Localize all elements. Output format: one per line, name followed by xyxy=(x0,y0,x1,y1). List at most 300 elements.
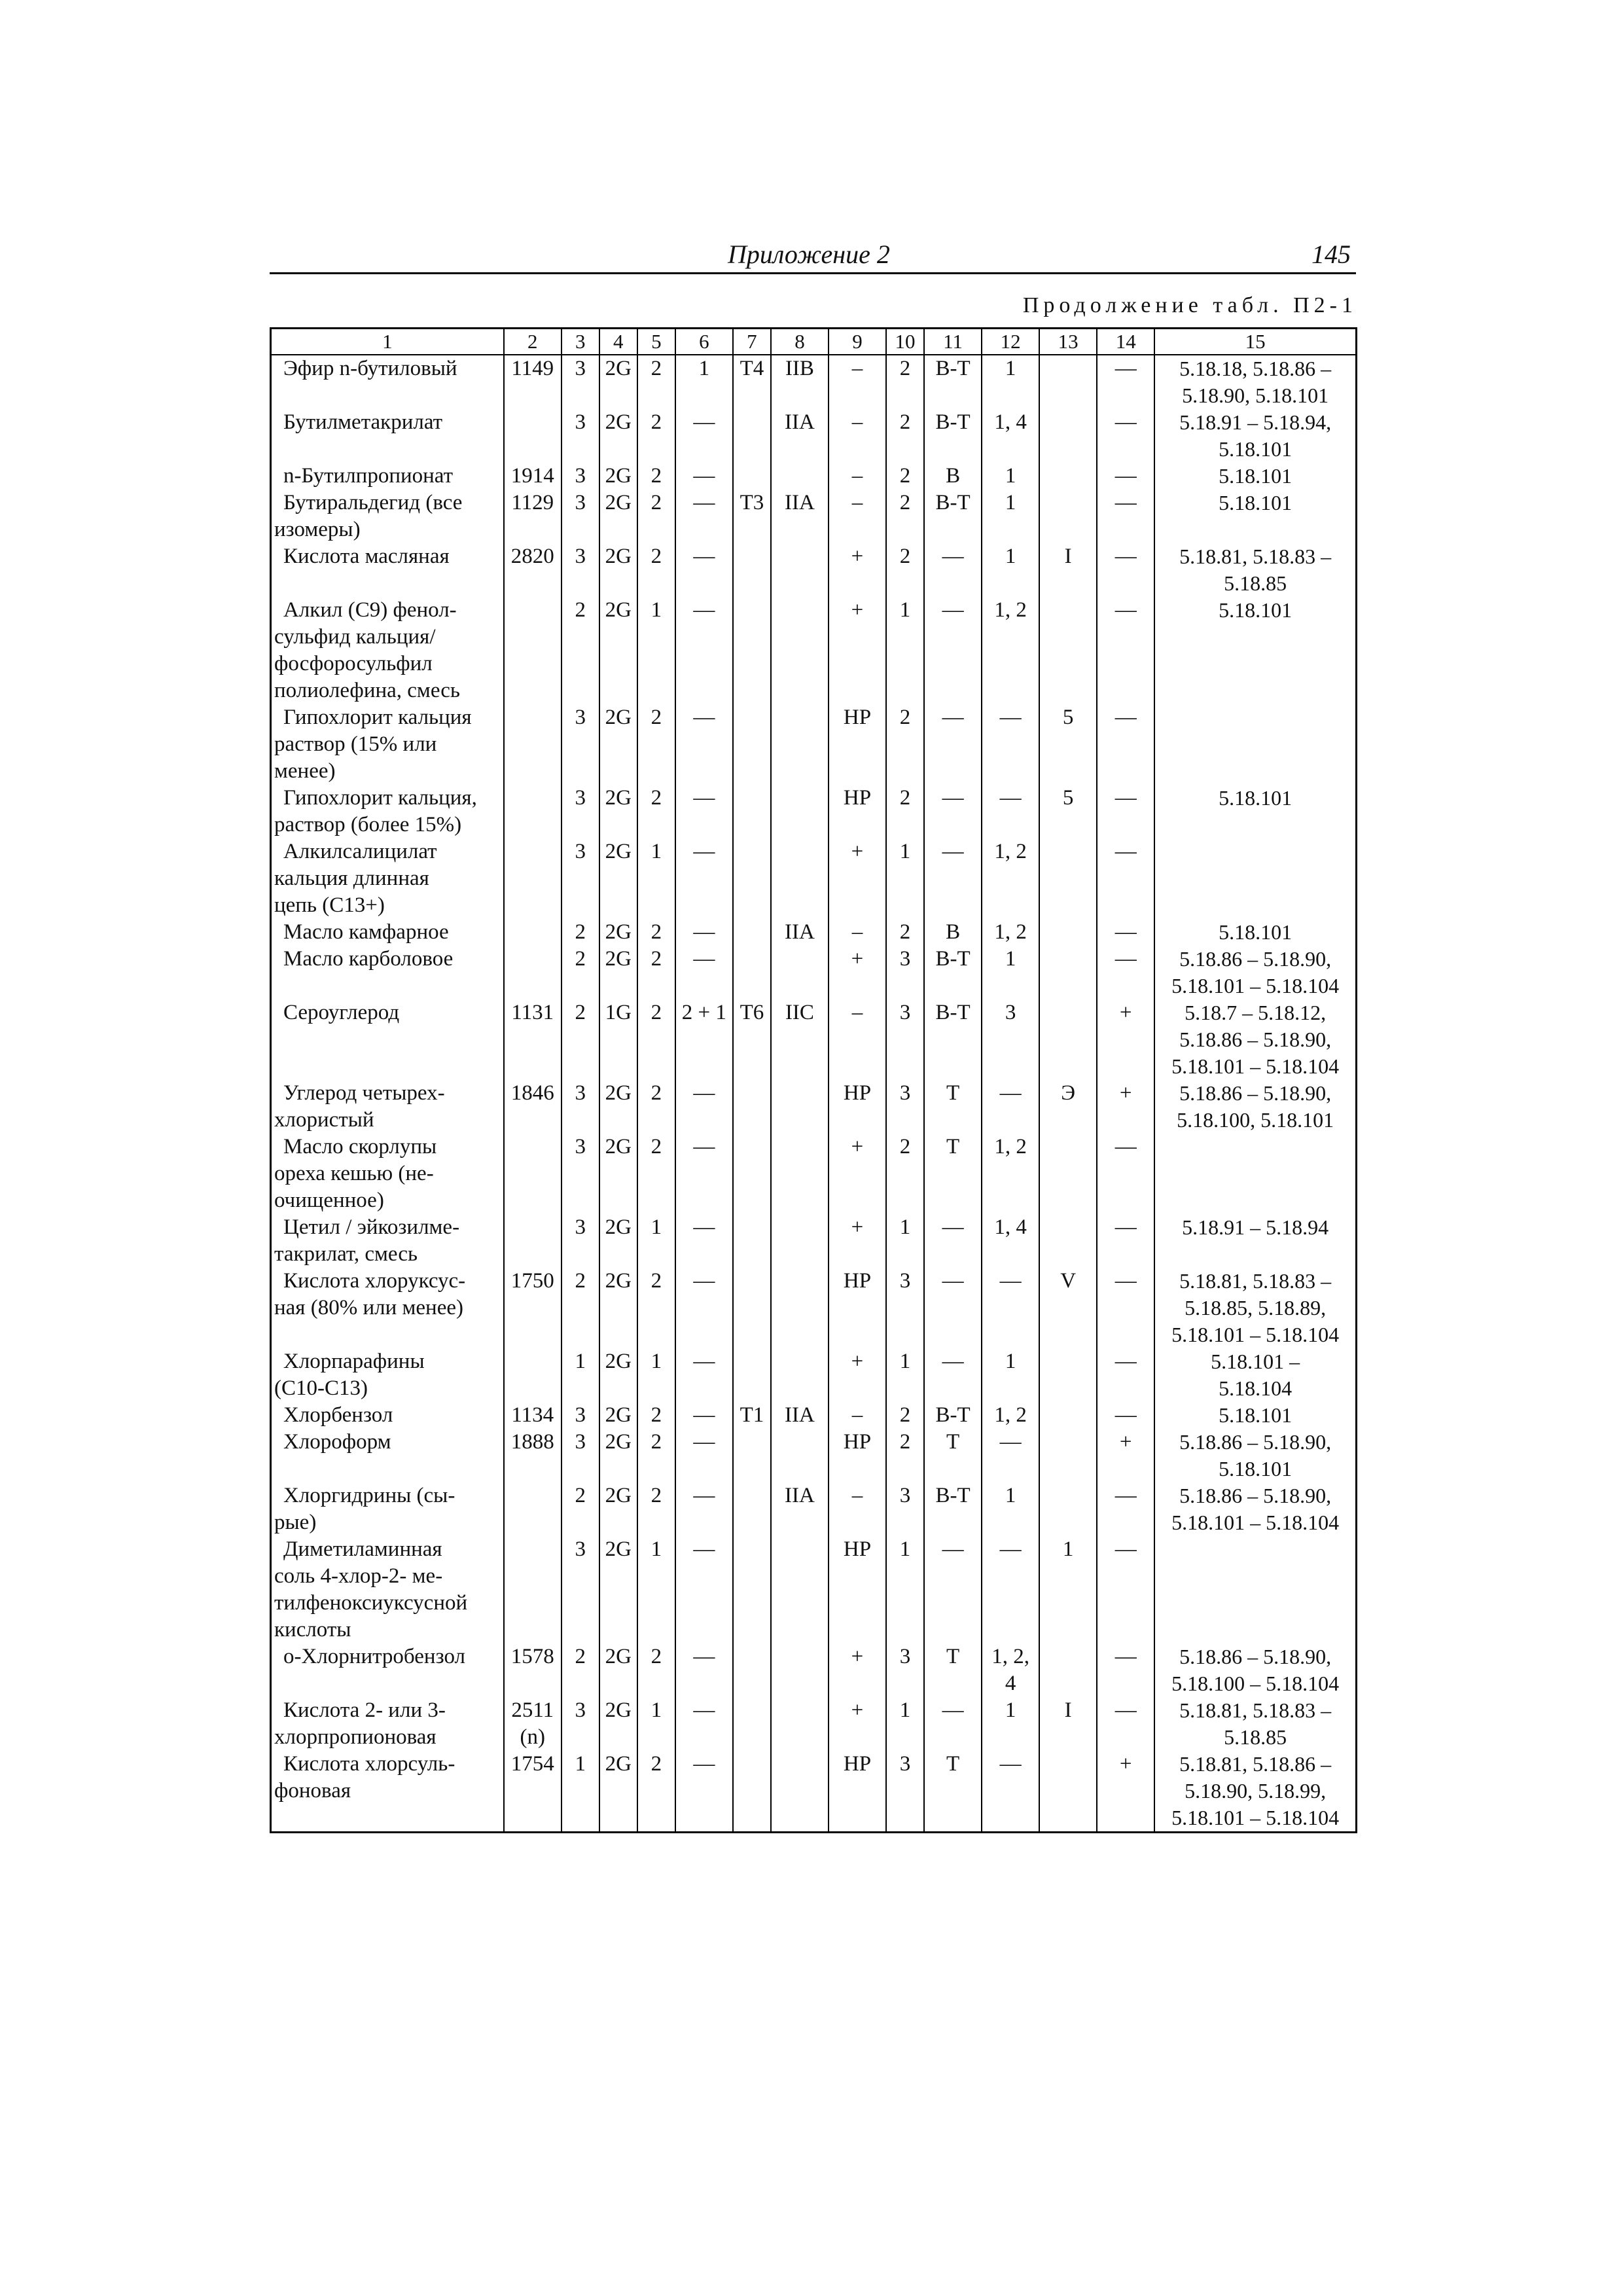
cell-col-13 xyxy=(1039,946,1097,999)
cell-col-12: 1, 2 xyxy=(982,919,1039,946)
cell-col-12: — xyxy=(982,785,1039,838)
cell-col-3: 2 xyxy=(562,999,599,1080)
substance-name-line: рые) xyxy=(274,1511,317,1534)
cell-col-9: HP xyxy=(829,785,886,838)
cell-col-11: T xyxy=(924,1643,982,1697)
cell-col-3: 3 xyxy=(562,1214,599,1268)
cell-col-14: + xyxy=(1097,999,1154,1080)
table-row xyxy=(271,1134,1357,1214)
references-cell xyxy=(1154,1643,1356,1697)
table-body xyxy=(271,355,1357,1833)
cell-col-11: — xyxy=(924,785,982,838)
reference-line: 5.18.101 xyxy=(1219,1457,1293,1480)
cell-col-3: 2 xyxy=(562,597,599,704)
substance-name-cell xyxy=(271,1214,504,1268)
cell-col-10: 1 xyxy=(886,838,924,919)
cell-col-14: — xyxy=(1097,409,1154,463)
table-row xyxy=(271,1348,1357,1402)
cell-col-6: — xyxy=(675,1080,733,1134)
cell-col-5: 2 xyxy=(637,785,675,838)
table-row xyxy=(271,1080,1357,1134)
cell-col-4: 2G xyxy=(599,1697,637,1751)
cell-col-4: 2G xyxy=(599,597,637,704)
cell-col-6: — xyxy=(675,1348,733,1402)
table-row xyxy=(271,1643,1357,1697)
cell-col-5: 2 xyxy=(637,1751,675,1833)
cell-col-3: 3 xyxy=(562,1536,599,1643)
cell-col-5: 1 xyxy=(637,1697,675,1751)
references-cell xyxy=(1154,355,1356,409)
references-cell xyxy=(1154,1402,1356,1429)
cell-col-7 xyxy=(733,409,771,463)
reference-line: 5.18.18, 5.18.86 – xyxy=(1179,357,1332,380)
cell-col-14: — xyxy=(1097,1134,1154,1214)
cell-col-14: — xyxy=(1097,355,1154,409)
reference-line: 5.18.100 – 5.18.104 xyxy=(1171,1672,1340,1695)
column-header-12: 12 xyxy=(982,329,1039,355)
cell-col-5: 2 xyxy=(637,409,675,463)
table-row xyxy=(271,1402,1357,1429)
column-header-3: 3 xyxy=(562,329,599,355)
cell-col-10: 2 xyxy=(886,704,924,785)
cell-col-4: 2G xyxy=(599,946,637,999)
cell-col-6: — xyxy=(675,1268,733,1348)
cell-col-4: 2G xyxy=(599,1429,637,1482)
reference-line: 5.18.100, 5.18.101 xyxy=(1177,1108,1334,1132)
cell-col-9: + xyxy=(829,1214,886,1268)
cell-col-9: + xyxy=(829,543,886,597)
substance-name-cell xyxy=(271,490,504,543)
references-cell xyxy=(1154,999,1356,1080)
cell-col-13 xyxy=(1039,1751,1097,1833)
cell-col-9: + xyxy=(829,1643,886,1697)
cell-col-5: 1 xyxy=(637,1348,675,1402)
cell-col-11: B xyxy=(924,919,982,946)
cell-col-6: — xyxy=(675,919,733,946)
cell-col-8: IIA xyxy=(771,1402,829,1429)
references-cell xyxy=(1154,463,1356,490)
cell-col-2 xyxy=(504,838,562,919)
cell-col-2 xyxy=(504,1482,562,1536)
cell-col-10: 2 xyxy=(886,1402,924,1429)
cell-col-8 xyxy=(771,785,829,838)
substance-name-line: тилфеноксиуксусной xyxy=(274,1591,468,1615)
substance-name-cell xyxy=(271,999,504,1080)
cell-col-4: 2G xyxy=(599,1643,637,1697)
substance-name-line: соль 4-хлор-2- ме- xyxy=(274,1564,443,1588)
cell-col-13: 5 xyxy=(1039,704,1097,785)
cell-col-5: 1 xyxy=(637,838,675,919)
cell-col-2: 1754 xyxy=(504,1751,562,1833)
table-row xyxy=(271,999,1357,1080)
cell-col-10: 2 xyxy=(886,463,924,490)
cell-col-8 xyxy=(771,1348,829,1402)
cell-col-8 xyxy=(771,838,829,919)
cell-col-6: 1 xyxy=(675,355,733,409)
cell-col-11: — xyxy=(924,1214,982,1268)
substance-name-line: Масло камфарное xyxy=(283,920,449,944)
cell-col-5: 1 xyxy=(637,1536,675,1643)
cell-col-7: T3 xyxy=(733,490,771,543)
cell-col-6: — xyxy=(675,1697,733,1751)
cell-col-6: — xyxy=(675,838,733,919)
cell-col-3: 2 xyxy=(562,919,599,946)
substance-name-line: Бутилметакрилат xyxy=(283,410,443,434)
cell-col-5: 1 xyxy=(637,597,675,704)
cell-col-4: 2G xyxy=(599,543,637,597)
cell-col-14: — xyxy=(1097,1697,1154,1751)
cell-col-8 xyxy=(771,1080,829,1134)
cell-col-13 xyxy=(1039,490,1097,543)
cell-col-11: T xyxy=(924,1751,982,1833)
cell-col-8 xyxy=(771,704,829,785)
cell-col-4: 2G xyxy=(599,1536,637,1643)
table-row xyxy=(271,543,1357,597)
cell-col-4: 2G xyxy=(599,704,637,785)
cell-col-11: B-T xyxy=(924,1482,982,1536)
substance-name-cell xyxy=(271,409,504,463)
cell-col-7 xyxy=(733,785,771,838)
table-row xyxy=(271,463,1357,490)
cell-col-14: — xyxy=(1097,704,1154,785)
references-cell xyxy=(1154,1697,1356,1751)
cell-col-9: + xyxy=(829,946,886,999)
cell-col-5: 2 xyxy=(637,463,675,490)
substance-name-cell xyxy=(271,463,504,490)
cell-col-11: B-T xyxy=(924,409,982,463)
cell-col-2: 1134 xyxy=(504,1402,562,1429)
table-row xyxy=(271,1697,1357,1751)
cell-col-12: 1 xyxy=(982,1697,1039,1751)
reference-line: 5.18.81, 5.18.83 – xyxy=(1179,1698,1332,1722)
substance-name-line: Кислота хлорсуль- xyxy=(283,1752,455,1776)
substance-name-line: изомеры) xyxy=(274,518,361,541)
reference-line: 5.18.101 xyxy=(1219,920,1293,944)
cell-col-13: V xyxy=(1039,1268,1097,1348)
cell-col-3: 2 xyxy=(562,1268,599,1348)
column-header-8: 8 xyxy=(771,329,829,355)
references-cell xyxy=(1154,409,1356,463)
cell-col-7 xyxy=(733,946,771,999)
cell-col-9: HP xyxy=(829,1429,886,1482)
cell-col-13 xyxy=(1039,1482,1097,1536)
cell-col-10: 1 xyxy=(886,1214,924,1268)
cell-col-10: 3 xyxy=(886,1268,924,1348)
cell-col-13 xyxy=(1039,409,1097,463)
cell-col-2 xyxy=(504,1134,562,1214)
cell-col-2: 1578 xyxy=(504,1643,562,1697)
cell-col-7 xyxy=(733,1643,771,1697)
substance-name-line: Бутиральдегид (все xyxy=(283,491,463,514)
cell-col-4: 2G xyxy=(599,490,637,543)
cell-col-8: IIC xyxy=(771,999,829,1080)
cell-col-12: 1, 2 xyxy=(982,1402,1039,1429)
cell-col-12: 1 xyxy=(982,946,1039,999)
substance-name-cell xyxy=(271,1482,504,1536)
cell-col-12: 3 xyxy=(982,999,1039,1080)
cell-col-2 xyxy=(504,919,562,946)
cell-col-12: 1 xyxy=(982,1482,1039,1536)
substance-name-line: хлористый xyxy=(274,1108,374,1132)
table-row xyxy=(271,1214,1357,1268)
references-cell xyxy=(1154,1080,1356,1134)
substance-name-line: Алкил (С9) фенол- xyxy=(283,598,457,622)
column-header-15: 15 xyxy=(1154,329,1356,355)
cell-col-3: 3 xyxy=(562,1080,599,1134)
cell-col-9: HP xyxy=(829,1268,886,1348)
substance-name-line: (С10-С13) xyxy=(274,1376,368,1400)
cell-col-3: 1 xyxy=(562,1751,599,1833)
cell-col-3: 3 xyxy=(562,1134,599,1214)
cell-col-9: HP xyxy=(829,704,886,785)
cell-col-4: 2G xyxy=(599,1134,637,1214)
substance-name-line: Эфир n-бутиловый xyxy=(283,357,457,380)
cell-col-4: 2G xyxy=(599,1268,637,1348)
cell-col-10: 3 xyxy=(886,1643,924,1697)
cell-col-5: 2 xyxy=(637,946,675,999)
cell-col-6: — xyxy=(675,1482,733,1536)
substance-name-line: о-Хлорнитробензол xyxy=(283,1645,465,1668)
cell-col-2: 1129 xyxy=(504,490,562,543)
substance-name-cell xyxy=(271,597,504,704)
cell-col-2: 1888 xyxy=(504,1429,562,1482)
cell-col-5: 2 xyxy=(637,355,675,409)
cell-col-2 xyxy=(504,1348,562,1402)
cell-col-12: 1, 2 xyxy=(982,597,1039,704)
references-cell xyxy=(1154,946,1356,999)
cell-col-14: — xyxy=(1097,919,1154,946)
cell-col-12: 1 xyxy=(982,490,1039,543)
references-cell xyxy=(1154,785,1356,838)
substance-name-cell xyxy=(271,1697,504,1751)
cell-col-3: 3 xyxy=(562,838,599,919)
reference-line: 5.18.101 – xyxy=(1211,1350,1300,1373)
cell-col-8 xyxy=(771,1697,829,1751)
substance-name-line: Гипохлорит кальция, xyxy=(283,786,477,810)
cell-col-13 xyxy=(1039,1643,1097,1697)
cell-col-9: – xyxy=(829,355,886,409)
cell-col-9: – xyxy=(829,919,886,946)
cell-col-2: 1846 xyxy=(504,1080,562,1134)
cell-col-10: 2 xyxy=(886,543,924,597)
cell-col-13: 1 xyxy=(1039,1536,1097,1643)
cell-col-3: 3 xyxy=(562,1697,599,1751)
cell-col-7 xyxy=(733,1697,771,1751)
substance-name-line: фосфоросульфил xyxy=(274,652,433,675)
cell-col-5: 2 xyxy=(637,704,675,785)
cell-col-14: — xyxy=(1097,597,1154,704)
references-cell xyxy=(1154,1134,1356,1214)
cell-col-12: — xyxy=(982,1080,1039,1134)
cell-col-14: — xyxy=(1097,1643,1154,1697)
cell-col-13 xyxy=(1039,1134,1097,1214)
cell-col-4: 1G xyxy=(599,999,637,1080)
reference-line: 5.18.101 – 5.18.104 xyxy=(1171,1806,1340,1829)
cell-col-12: 1 xyxy=(982,355,1039,409)
reference-line: 5.18.101 – 5.18.104 xyxy=(1171,974,1340,997)
cell-col-9: + xyxy=(829,597,886,704)
substance-name-cell xyxy=(271,838,504,919)
cell-col-10: 1 xyxy=(886,1348,924,1402)
references-cell xyxy=(1154,543,1356,597)
cell-col-10: 2 xyxy=(886,409,924,463)
cell-col-10: 1 xyxy=(886,1697,924,1751)
substance-name-line: ная (80% или менее) xyxy=(274,1296,463,1319)
cell-col-13 xyxy=(1039,919,1097,946)
reference-line: 5.18.101 xyxy=(1219,1403,1293,1427)
substance-name-cell xyxy=(271,1751,504,1833)
cell-col-6: — xyxy=(675,946,733,999)
cell-col-7: T4 xyxy=(733,355,771,409)
cell-col-14: — xyxy=(1097,1348,1154,1402)
cell-col-13 xyxy=(1039,1214,1097,1268)
table-row xyxy=(271,1429,1357,1482)
cell-col-6: — xyxy=(675,1643,733,1697)
cell-col-9: HP xyxy=(829,1080,886,1134)
cell-col-10: 2 xyxy=(886,1429,924,1482)
cell-col-8 xyxy=(771,1751,829,1833)
cell-col-11: B xyxy=(924,463,982,490)
cell-col-11: — xyxy=(924,543,982,597)
references-cell xyxy=(1154,704,1356,785)
substance-name-line: Масло скорлупы xyxy=(283,1135,437,1158)
cell-col-2 xyxy=(504,1214,562,1268)
cell-col-14: — xyxy=(1097,1214,1154,1268)
cell-col-14: + xyxy=(1097,1080,1154,1134)
substance-name-line: раствор (15% или xyxy=(274,732,437,756)
table-caption: Продолжение табл. П2-1 xyxy=(1022,293,1357,317)
references-cell xyxy=(1154,1482,1356,1536)
cell-col-10: 2 xyxy=(886,785,924,838)
cell-col-12: — xyxy=(982,1429,1039,1482)
cell-col-14: — xyxy=(1097,1268,1154,1348)
substance-name-line: Хлорпарафины xyxy=(283,1350,425,1373)
cell-col-7 xyxy=(733,1134,771,1214)
reference-line: 5.18.101 – 5.18.104 xyxy=(1171,1323,1340,1346)
substance-name-line: ореха кешью (не- xyxy=(274,1162,434,1185)
cell-col-3: 3 xyxy=(562,1402,599,1429)
cell-col-5: 2 xyxy=(637,919,675,946)
cell-col-3: 3 xyxy=(562,463,599,490)
cell-col-10: 1 xyxy=(886,597,924,704)
cell-col-4: 2G xyxy=(599,1214,637,1268)
reference-line: 5.18.101 – 5.18.104 xyxy=(1171,1511,1340,1534)
cell-col-12: 1 xyxy=(982,1348,1039,1402)
cell-col-11: — xyxy=(924,1348,982,1402)
substance-name-cell xyxy=(271,1536,504,1643)
reference-line: 5.18.91 – 5.18.94 xyxy=(1182,1215,1329,1239)
cell-col-9: + xyxy=(829,838,886,919)
cell-col-4: 2G xyxy=(599,409,637,463)
cell-col-6: — xyxy=(675,463,733,490)
cell-col-5: 2 xyxy=(637,1482,675,1536)
cell-col-6: — xyxy=(675,1402,733,1429)
cell-col-8 xyxy=(771,463,829,490)
cell-col-5: 2 xyxy=(637,1643,675,1697)
cell-col-5: 2 xyxy=(637,1080,675,1134)
substance-name-line: раствор (более 15%) xyxy=(274,813,462,836)
cell-col-6: 2 + 1 xyxy=(675,999,733,1080)
cell-col-9: HP xyxy=(829,1536,886,1643)
column-header-13: 13 xyxy=(1039,329,1097,355)
cell-col-14: + xyxy=(1097,1429,1154,1482)
column-header-10: 10 xyxy=(886,329,924,355)
cell-col-8 xyxy=(771,1429,829,1482)
substance-name-cell xyxy=(271,1348,504,1402)
cell-col-9: – xyxy=(829,1402,886,1429)
cell-col-3: 3 xyxy=(562,1429,599,1482)
cell-col-11: — xyxy=(924,1697,982,1751)
cell-col-8: IIA xyxy=(771,1482,829,1536)
substance-name-line: Алкилсалицилат xyxy=(283,840,437,863)
cell-col-9: + xyxy=(829,1134,886,1214)
cell-col-7 xyxy=(733,1429,771,1482)
cell-col-2: 1914 xyxy=(504,463,562,490)
cell-col-14: — xyxy=(1097,1482,1154,1536)
reference-line: 5.18.101 xyxy=(1219,491,1293,514)
column-header-14: 14 xyxy=(1097,329,1154,355)
references-cell xyxy=(1154,1348,1356,1402)
cell-col-14: — xyxy=(1097,1402,1154,1429)
substance-name-line: Гипохлорит кальция xyxy=(283,706,472,729)
cell-col-2: 1131 xyxy=(504,999,562,1080)
table-row xyxy=(271,1751,1357,1833)
column-header-4: 4 xyxy=(599,329,637,355)
cell-col-11: B-T xyxy=(924,490,982,543)
cell-col-13 xyxy=(1039,1348,1097,1402)
cell-col-11: B-T xyxy=(924,1402,982,1429)
cell-col-12: — xyxy=(982,1751,1039,1833)
cell-col-6: — xyxy=(675,1429,733,1482)
reference-line: 5.18.101 xyxy=(1219,464,1293,488)
substance-name-cell xyxy=(271,1402,504,1429)
table-row xyxy=(271,785,1357,838)
reference-line: 5.18.90, 5.18.99, xyxy=(1185,1779,1327,1803)
cell-col-4: 2G xyxy=(599,355,637,409)
cell-col-2 xyxy=(504,704,562,785)
cell-col-7: T6 xyxy=(733,999,771,1080)
cell-col-4: 2G xyxy=(599,1402,637,1429)
cell-col-7: T1 xyxy=(733,1402,771,1429)
cell-col-13 xyxy=(1039,597,1097,704)
reference-line: 5.18.81, 5.18.83 – xyxy=(1179,545,1332,568)
cell-col-6: — xyxy=(675,704,733,785)
cell-col-14: — xyxy=(1097,543,1154,597)
cell-col-12: 1, 2 xyxy=(982,1134,1039,1214)
cell-col-3: 3 xyxy=(562,409,599,463)
references-cell xyxy=(1154,597,1356,704)
reference-line: 5.18.86 – 5.18.90, xyxy=(1179,947,1332,971)
substance-name-cell xyxy=(271,1134,504,1214)
cell-col-11: T xyxy=(924,1429,982,1482)
cell-col-14: — xyxy=(1097,946,1154,999)
substance-name-cell xyxy=(271,946,504,999)
cell-col-6: — xyxy=(675,1214,733,1268)
reference-line: 5.18.86 – 5.18.90, xyxy=(1179,1430,1332,1454)
cell-col-14: — xyxy=(1097,463,1154,490)
cell-col-10: 3 xyxy=(886,1482,924,1536)
references-cell xyxy=(1154,1268,1356,1348)
table-row xyxy=(271,1536,1357,1643)
cell-col-7 xyxy=(733,597,771,704)
substance-name-line: Углерод четырех- xyxy=(283,1081,445,1105)
cell-col-6: — xyxy=(675,785,733,838)
cell-col-13: I xyxy=(1039,1697,1097,1751)
cell-col-7 xyxy=(733,1751,771,1833)
substance-name-line: фоновая xyxy=(274,1779,351,1803)
cell-col-13: I xyxy=(1039,543,1097,597)
cell-col-13 xyxy=(1039,838,1097,919)
